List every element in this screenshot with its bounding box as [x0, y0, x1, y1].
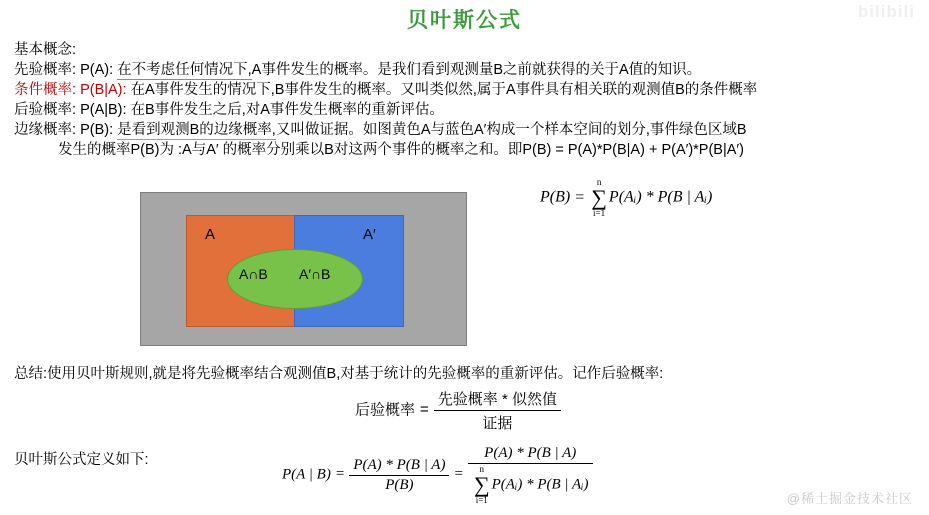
summary-text: 总结:使用贝叶斯规则,就是将先验概率结合观测值B,对基于统计的先验概率的重新评估。记作后验概率: [14, 366, 664, 382]
summation-upper-limit-2: n [479, 464, 485, 474]
posterior-probability-rest: 在B事件发生之后,对A事件发生概率的重新评估。 [130, 102, 444, 118]
posterior-denominator: 证据 [482, 415, 513, 432]
figure-label-a-prime: A′ [363, 226, 376, 243]
sigma-icon: ∑ [591, 185, 607, 210]
summation-lower-limit-2: i=1 [475, 495, 488, 505]
figure-label-a-prime-cap-b: A′∩B [299, 266, 331, 282]
bilibili-watermark: bilibili [857, 2, 915, 21]
bayes-fraction-1-numerator: P(A) * P(B | A) [349, 457, 449, 476]
bayes-denominator-body: P(Aᵢ) * P(B | Aᵢ) [491, 476, 589, 493]
marginal-probability-formula [540, 178, 712, 218]
bayes-formula-equals-2: = [454, 466, 463, 483]
summation-lower-limit: i=1 [593, 208, 606, 218]
figure-label-a: A [205, 226, 216, 243]
posterior-numerator: 先验概率 * 似然值 [434, 388, 561, 411]
summation-upper-limit: n [596, 177, 602, 187]
prior-probability-rest: A事件发生的概率。是我们看到观测量B之前就获得的关于A值的知识。 [251, 62, 702, 78]
bayes-fraction-2-numerator: P(A) * P(B | A) [468, 445, 593, 464]
bayes-formula-lhs: P(A | B) [282, 466, 331, 483]
marginal-formula-equals: = [575, 188, 585, 206]
posterior-fraction [434, 388, 561, 433]
conditional-probability-line [14, 80, 919, 100]
marginal-probability-label: 边缘概率: [14, 122, 77, 138]
prior-probability-label: 先验概率: [14, 62, 77, 78]
posterior-probability-line [14, 100, 919, 120]
conditional-probability-label: 条件概率: [14, 82, 77, 98]
marginal-formula-body: P(Aᵢ) * P(B | Aᵢ) [608, 188, 713, 206]
bayes-fraction-1 [349, 457, 449, 494]
bayes-fraction-2-denominator [468, 464, 593, 505]
page-title: 贝叶斯公式 [407, 9, 522, 32]
prior-probability-term: P(A): [80, 62, 114, 78]
bayes-fraction-1-denominator: P(B) [385, 476, 414, 493]
posterior-formula-lhs: 后验概率 [355, 401, 416, 419]
bayes-formula-equals-1: = [335, 466, 345, 483]
venn-diagram-figure [140, 192, 467, 346]
posterior-formula [355, 388, 561, 433]
prior-probability-underlined: 在不考虑任何情况下, [117, 62, 252, 78]
site-watermark: @稀土掘金技术社区 [786, 491, 913, 506]
marginal-probability-term: P(B): [80, 122, 114, 138]
bayes-formula [282, 445, 593, 505]
marginal-probability-rest: 又叫做证据。如图黄色A与蓝色A′构成一个样本空间的划分,事件绿色区域B [275, 122, 747, 138]
conditional-probability-term: P(B|A): [80, 82, 127, 98]
definition-label: 贝叶斯公式定义如下: [14, 452, 149, 468]
sigma-icon-2: ∑ [473, 472, 490, 497]
summation-symbol-denominator [474, 465, 490, 505]
conditional-probability-underlined: 在A事件发生的情况下, [130, 82, 275, 98]
marginal-probability-underlined: 是看到观测B的边缘概率, [117, 122, 276, 138]
summation-symbol [591, 178, 607, 218]
marginal-formula-lhs: P(B) [540, 188, 571, 206]
prior-probability-line [14, 60, 919, 80]
posterior-probability-term: P(A|B): [80, 102, 127, 118]
conditional-probability-rest: B事件发生的概率。又叫类似然,属于A事件具有相关联的观测值B的条件概率 [274, 82, 758, 98]
basic-concepts-heading: 基本概念: [14, 42, 77, 58]
posterior-formula-equals: = [420, 401, 429, 419]
marginal-probability-continuation: 发生的概率P(B)为 :A与A′ 的概率分别乘以B对这两个事件的概率之和。即P(B) = P(A)*P(B|A) + P(A′)*P(B|A′) [58, 142, 744, 158]
marginal-probability-line [14, 120, 919, 140]
body-text-block [14, 40, 919, 160]
figure-label-a-cap-b: A∩B [239, 266, 268, 282]
posterior-probability-label: 后验概率: [14, 102, 77, 118]
bayes-fraction-2 [468, 445, 593, 505]
